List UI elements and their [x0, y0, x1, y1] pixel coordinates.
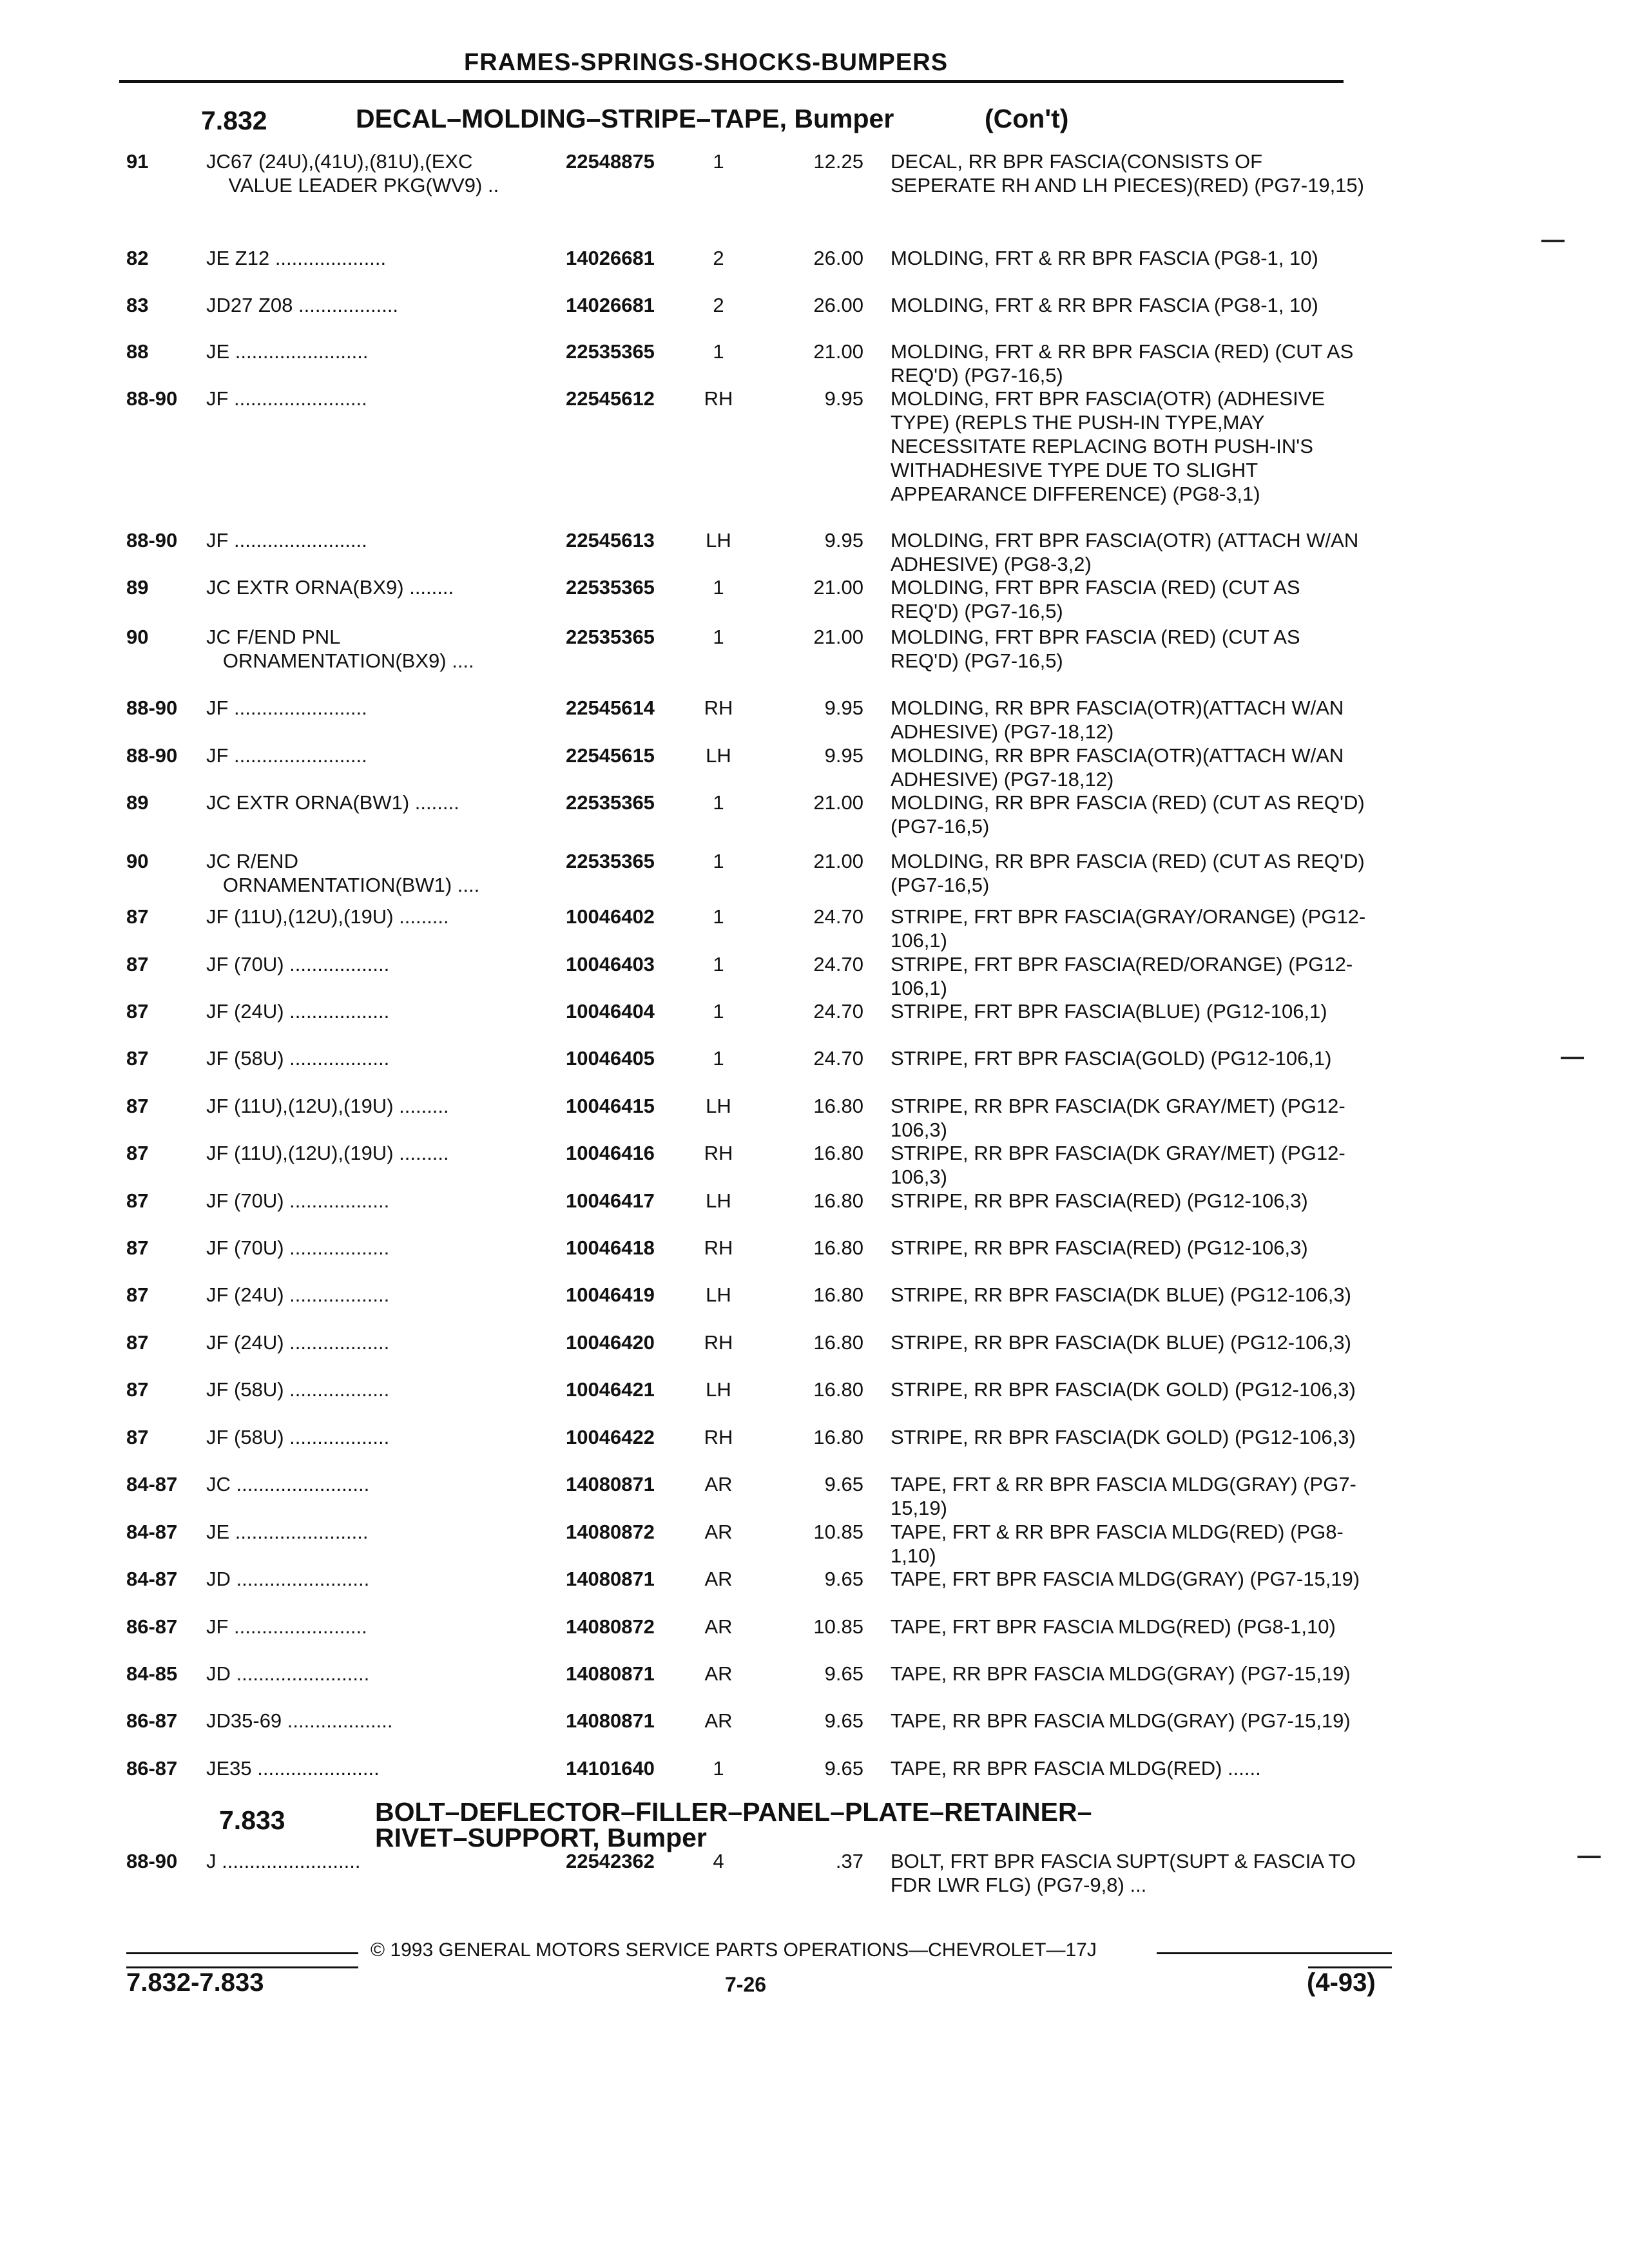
parts-year: 88	[126, 340, 149, 363]
parts-year: 87	[126, 953, 149, 975]
parts-model: JC EXTR ORNA(BW1) ........	[206, 791, 459, 814]
parts-number: 22545612	[566, 387, 655, 410]
parts-year: 86-87	[126, 1757, 178, 1780]
parts-quantity: LH	[706, 1378, 731, 1401]
section-number-7833: 7.833	[219, 1805, 285, 1835]
parts-year: 87	[126, 1142, 149, 1164]
parts-number: 10046419	[566, 1283, 655, 1306]
parts-year: 87	[126, 905, 149, 928]
parts-description: MOLDING, RR BPR FASCIA (RED) (CUT AS REQ'D) (PG7-16,5)	[891, 850, 1365, 896]
parts-quantity: RH	[704, 1236, 733, 1259]
margin-tick	[1577, 1856, 1601, 1858]
parts-year: 83	[126, 294, 149, 316]
parts-model: JF (58U) ..................	[206, 1426, 390, 1448]
parts-number: 14080871	[566, 1662, 655, 1685]
parts-year: 84-87	[126, 1473, 178, 1495]
parts-number: 10046405	[566, 1047, 655, 1070]
parts-quantity: 1	[713, 626, 724, 648]
parts-model: JF (70U) ..................	[206, 953, 390, 975]
footer-rule-right	[1157, 1952, 1392, 1954]
parts-number: 22545615	[566, 744, 655, 767]
parts-number: 14026681	[566, 247, 655, 269]
parts-number: 22548875	[566, 150, 655, 173]
parts-year: 87	[126, 1331, 149, 1354]
parts-price: 21.00	[813, 340, 863, 363]
parts-number: 22545614	[566, 697, 655, 719]
parts-year: 87	[126, 1047, 149, 1070]
parts-quantity: AR	[704, 1521, 733, 1543]
parts-number: 10046402	[566, 905, 655, 928]
parts-model: JC ........................	[206, 1473, 370, 1495]
parts-number: 10046422	[566, 1426, 655, 1448]
parts-number: 10046403	[566, 953, 655, 975]
parts-year: 87	[126, 1095, 149, 1117]
parts-year: 88-90	[126, 387, 178, 410]
parts-description: STRIPE, FRT BPR FASCIA(GOLD) (PG12-106,1)	[891, 1047, 1332, 1070]
parts-model: JF (70U) ..................	[206, 1189, 390, 1212]
footer-section-range: 7.832-7.833	[126, 1968, 264, 1997]
parts-description: STRIPE, RR BPR FASCIA(DK GRAY/MET) (PG12-106,3)	[891, 1095, 1345, 1141]
parts-model: JF (70U) ..................	[206, 1236, 390, 1259]
parts-description: STRIPE, RR BPR FASCIA(DK GOLD) (PG12-106,3)	[891, 1426, 1356, 1448]
parts-number: 14080872	[566, 1615, 655, 1638]
parts-number: 10046417	[566, 1189, 655, 1212]
parts-description: DECAL, RR BPR FASCIA(CONSISTS OF SEPERATE RH AND LH PIECES)(RED) (PG7-19,15)	[891, 150, 1364, 197]
parts-quantity: 1	[713, 150, 724, 173]
parts-quantity: LH	[706, 1283, 731, 1306]
parts-number: 22535365	[566, 850, 655, 872]
parts-quantity: AR	[704, 1615, 733, 1638]
parts-price: 9.95	[824, 744, 863, 767]
parts-price: 10.85	[813, 1615, 863, 1638]
parts-number: 14026681	[566, 294, 655, 316]
parts-model: JF (24U) ..................	[206, 1331, 390, 1354]
parts-price: 24.70	[813, 1000, 863, 1023]
parts-price: 10.85	[813, 1521, 863, 1543]
parts-model: JF (11U),(12U),(19U) .........	[206, 905, 449, 928]
parts-number: 10046415	[566, 1095, 655, 1117]
footer-page-number: 7-26	[725, 1973, 767, 1996]
parts-model: JF (11U),(12U),(19U) .........	[206, 1142, 449, 1164]
parts-quantity: 2	[713, 294, 724, 316]
parts-quantity: RH	[704, 387, 733, 410]
parts-description: TAPE, RR BPR FASCIA MLDG(GRAY) (PG7-15,19)	[891, 1662, 1351, 1685]
parts-description: TAPE, FRT & RR BPR FASCIA MLDG(RED) (PG8-1,10)	[891, 1521, 1344, 1567]
parts-year: 84-87	[126, 1568, 178, 1590]
parts-number: 14080871	[566, 1568, 655, 1590]
parts-price: 9.65	[824, 1568, 863, 1590]
parts-description: TAPE, RR BPR FASCIA MLDG(RED) ......	[891, 1757, 1261, 1780]
parts-price: 21.00	[813, 791, 863, 814]
section-title-7833-line2: RIVET–SUPPORT, Bumper	[375, 1823, 707, 1852]
parts-model: JE35 ......................	[206, 1757, 380, 1780]
parts-price: 16.80	[813, 1189, 863, 1212]
parts-price: 26.00	[813, 294, 863, 316]
parts-model: JF ........................	[206, 529, 367, 552]
margin-tick	[1541, 240, 1565, 242]
parts-model: JC F/END PNL ORNAMENTATION(BX9) ....	[206, 626, 474, 672]
section-cont: (Con't)	[985, 104, 1069, 133]
parts-number: 22535365	[566, 340, 655, 363]
parts-model: JF ........................	[206, 1615, 367, 1638]
footer-date: (4-93)	[1307, 1968, 1376, 1997]
parts-price: 16.80	[813, 1095, 863, 1117]
parts-description: MOLDING, FRT & RR BPR FASCIA (PG8-1, 10)	[891, 294, 1318, 316]
parts-year: 89	[126, 576, 149, 599]
parts-price: 24.70	[813, 905, 863, 928]
parts-quantity: 1	[713, 576, 724, 599]
parts-year: 87	[126, 1236, 149, 1259]
parts-number: 14080871	[566, 1709, 655, 1732]
parts-model: JC R/END ORNAMENTATION(BW1) ....	[206, 850, 480, 896]
parts-quantity: RH	[704, 1331, 733, 1354]
parts-number: 22535365	[566, 791, 655, 814]
parts-description: MOLDING, RR BPR FASCIA(OTR)(ATTACH W/AN ADHESIVE) (PG7-18,12)	[891, 744, 1344, 791]
parts-price: 9.95	[824, 697, 863, 719]
parts-price: 21.00	[813, 626, 863, 648]
parts-description: TAPE, FRT BPR FASCIA MLDG(RED) (PG8-1,10)	[891, 1615, 1336, 1638]
parts-year: 88-90	[126, 1850, 178, 1872]
parts-price: 26.00	[813, 247, 863, 269]
parts-quantity: 1	[713, 905, 724, 928]
parts-description: STRIPE, RR BPR FASCIA(DK BLUE) (PG12-106,3)	[891, 1283, 1351, 1306]
footer-copyright: © 1993 GENERAL MOTORS SERVICE PARTS OPERATIONS—CHEVROLET—17J	[371, 1939, 1097, 1961]
parts-model: JE ........................	[206, 340, 369, 363]
running-head: FRAMES-SPRINGS-SHOCKS-BUMPERS	[464, 49, 949, 76]
parts-quantity: 1	[713, 1047, 724, 1070]
parts-price: 12.25	[813, 150, 863, 173]
parts-price: 16.80	[813, 1331, 863, 1354]
parts-price: 9.95	[824, 387, 863, 410]
parts-quantity: 4	[713, 1850, 724, 1872]
parts-year: 89	[126, 791, 149, 814]
parts-year: 84-87	[126, 1521, 178, 1543]
parts-description: MOLDING, FRT BPR FASCIA (RED) (CUT AS REQ'D) (PG7-16,5)	[891, 626, 1300, 672]
section-title-7833	[375, 1799, 1092, 1850]
parts-number: 10046418	[566, 1236, 655, 1259]
parts-model: JF (24U) ..................	[206, 1000, 390, 1023]
footer-rule-left	[126, 1952, 358, 1954]
parts-year: 87	[126, 1426, 149, 1448]
parts-model: JF ........................	[206, 387, 367, 410]
parts-price: 21.00	[813, 850, 863, 872]
parts-quantity: AR	[704, 1662, 733, 1685]
parts-description: TAPE, RR BPR FASCIA MLDG(GRAY) (PG7-15,19)	[891, 1709, 1351, 1732]
parts-year: 91	[126, 150, 149, 173]
parts-price: 9.65	[824, 1662, 863, 1685]
parts-model: JC EXTR ORNA(BX9) ........	[206, 576, 454, 599]
parts-description: MOLDING, FRT BPR FASCIA (RED) (CUT AS REQ'D) (PG7-16,5)	[891, 576, 1300, 622]
parts-year: 86-87	[126, 1615, 178, 1638]
parts-number: 22535365	[566, 576, 655, 599]
parts-model: JD ........................	[206, 1568, 370, 1590]
parts-quantity: RH	[704, 1142, 733, 1164]
parts-description: MOLDING, FRT & RR BPR FASCIA (PG8-1, 10)	[891, 247, 1318, 269]
parts-quantity: LH	[706, 1189, 731, 1212]
parts-quantity: RH	[704, 697, 733, 719]
parts-year: 88-90	[126, 744, 178, 767]
parts-quantity: 1	[713, 791, 724, 814]
parts-year: 86-87	[126, 1709, 178, 1732]
parts-number: 10046420	[566, 1331, 655, 1354]
parts-price: 24.70	[813, 1047, 863, 1070]
section-number-7832: 7.832	[201, 106, 267, 135]
parts-description: STRIPE, RR BPR FASCIA(RED) (PG12-106,3)	[891, 1236, 1308, 1259]
parts-description: STRIPE, RR BPR FASCIA(DK GOLD) (PG12-106,3)	[891, 1378, 1356, 1401]
parts-quantity: AR	[704, 1568, 733, 1590]
parts-quantity: 1	[713, 953, 724, 975]
parts-number: 10046421	[566, 1378, 655, 1401]
parts-number: 22542362	[566, 1850, 655, 1872]
parts-price: 9.65	[824, 1473, 863, 1495]
parts-description: STRIPE, RR BPR FASCIA(RED) (PG12-106,3)	[891, 1189, 1308, 1212]
header-rule	[119, 80, 1344, 83]
parts-price: 9.95	[824, 529, 863, 552]
parts-description: MOLDING, FRT BPR FASCIA(OTR) (ADHESIVE TYPE) (REPLS THE PUSH-IN TYPE,MAY NECESSITATE REPLACING BOTH PUSH-IN'S WITHADHESIVE TYPE DUE TO SLIGHT APPEARANCE DIFFERENCE) (PG8-3,1)	[891, 387, 1325, 505]
parts-price: 9.65	[824, 1709, 863, 1732]
parts-model: JD27 Z08 ..................	[206, 294, 399, 316]
parts-description: MOLDING, RR BPR FASCIA (RED) (CUT AS REQ'D) (PG7-16,5)	[891, 791, 1365, 838]
parts-year: 87	[126, 1378, 149, 1401]
parts-price: .37	[835, 1850, 863, 1872]
parts-description: TAPE, FRT BPR FASCIA MLDG(GRAY) (PG7-15,19)	[891, 1568, 1360, 1590]
parts-description: TAPE, FRT & RR BPR FASCIA MLDG(GRAY) (PG7-15,19)	[891, 1473, 1356, 1519]
parts-price: 9.65	[824, 1757, 863, 1780]
parts-price: 16.80	[813, 1142, 863, 1164]
parts-number: 10046416	[566, 1142, 655, 1164]
parts-price: 16.80	[813, 1378, 863, 1401]
parts-quantity: 1	[713, 850, 724, 872]
parts-description: STRIPE, FRT BPR FASCIA(BLUE) (PG12-106,1)	[891, 1000, 1327, 1023]
parts-year: 90	[126, 850, 149, 872]
parts-price: 16.80	[813, 1426, 863, 1448]
parts-year: 87	[126, 1283, 149, 1306]
parts-year: 84-85	[126, 1662, 178, 1685]
parts-number: 22535365	[566, 626, 655, 648]
parts-description: MOLDING, FRT BPR FASCIA(OTR) (ATTACH W/AN ADHESIVE) (PG8-3,2)	[891, 529, 1359, 575]
parts-quantity: 1	[713, 1757, 724, 1780]
parts-price: 24.70	[813, 953, 863, 975]
parts-number: 10046404	[566, 1000, 655, 1023]
parts-model: JF (58U) ..................	[206, 1047, 390, 1070]
parts-description: MOLDING, FRT & RR BPR FASCIA (RED) (CUT AS REQ'D) (PG7-16,5)	[891, 340, 1354, 387]
parts-model: JE Z12 ....................	[206, 247, 387, 269]
parts-description: BOLT, FRT BPR FASCIA SUPT(SUPT & FASCIA TO FDR LWR FLG) (PG7-9,8) ...	[891, 1850, 1356, 1896]
parts-quantity: AR	[704, 1709, 733, 1732]
parts-model: JE ........................	[206, 1521, 369, 1543]
parts-year: 90	[126, 626, 149, 648]
parts-description: STRIPE, FRT BPR FASCIA(GRAY/ORANGE) (PG12-106,1)	[891, 905, 1366, 952]
parts-description: STRIPE, RR BPR FASCIA(DK BLUE) (PG12-106,3)	[891, 1331, 1351, 1354]
parts-price: 16.80	[813, 1236, 863, 1259]
parts-quantity: 2	[713, 247, 724, 269]
parts-model: JF ........................	[206, 744, 367, 767]
parts-model: JD35-69 ...................	[206, 1709, 393, 1732]
parts-model: JF ........................	[206, 697, 367, 719]
parts-model: JF (58U) ..................	[206, 1378, 390, 1401]
section-title-7833-line1: BOLT–DEFLECTOR–FILLER–PANEL–PLATE–RETAINER–	[375, 1797, 1092, 1827]
parts-model: J .........................	[206, 1850, 361, 1872]
parts-quantity: LH	[706, 1095, 731, 1117]
parts-model: JF (24U) ..................	[206, 1283, 390, 1306]
parts-quantity: RH	[704, 1426, 733, 1448]
parts-number: 14101640	[566, 1757, 655, 1780]
parts-number: 22545613	[566, 529, 655, 552]
parts-price: 21.00	[813, 576, 863, 599]
parts-price: 16.80	[813, 1283, 863, 1306]
parts-quantity: 1	[713, 340, 724, 363]
parts-year: 87	[126, 1189, 149, 1212]
parts-year: 82	[126, 247, 149, 269]
parts-description: STRIPE, RR BPR FASCIA(DK GRAY/MET) (PG12-106,3)	[891, 1142, 1345, 1188]
parts-number: 14080872	[566, 1521, 655, 1543]
margin-tick	[1561, 1057, 1584, 1059]
parts-year: 88-90	[126, 529, 178, 552]
parts-year: 88-90	[126, 697, 178, 719]
parts-quantity: AR	[704, 1473, 733, 1495]
parts-model: JD ........................	[206, 1662, 370, 1685]
parts-quantity: LH	[706, 529, 731, 552]
parts-description: MOLDING, RR BPR FASCIA(OTR)(ATTACH W/AN ADHESIVE) (PG7-18,12)	[891, 697, 1344, 743]
parts-model: JC67 (24U),(41U),(81U),(EXC VALUE LEADER PKG(WV9) ..	[206, 150, 499, 197]
parts-number: 14080871	[566, 1473, 655, 1495]
parts-quantity: LH	[706, 744, 731, 767]
parts-model: JF (11U),(12U),(19U) .........	[206, 1095, 449, 1117]
section-title-7832: DECAL–MOLDING–STRIPE–TAPE, Bumper	[356, 104, 894, 133]
parts-description: STRIPE, FRT BPR FASCIA(RED/ORANGE) (PG12-106,1)	[891, 953, 1353, 999]
parts-quantity: 1	[713, 1000, 724, 1023]
parts-year: 87	[126, 1000, 149, 1023]
